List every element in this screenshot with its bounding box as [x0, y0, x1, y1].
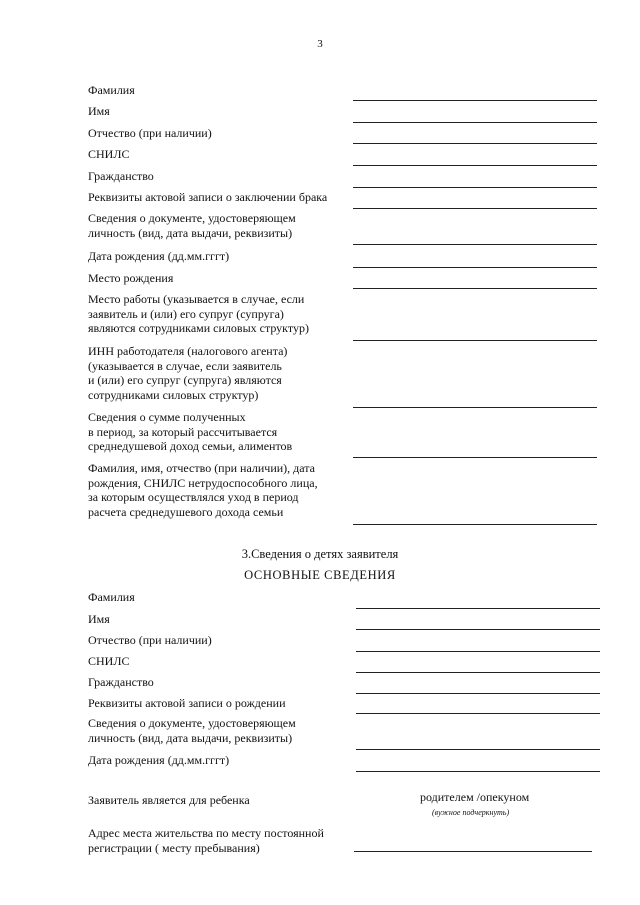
- child-entry-line-citizenship[interactable]: [356, 693, 600, 694]
- entry-line-care-person[interactable]: [353, 524, 597, 525]
- applicant-role-options[interactable]: родителем /опекуном: [420, 790, 530, 804]
- applicant-role-label: Заявитель является для ребенка: [88, 793, 250, 807]
- child-field-label-citizenship: Гражданство: [88, 675, 154, 689]
- child-entry-line-patronymic[interactable]: [356, 651, 600, 652]
- child-field-label-birth-date: Дата рождения (дд.мм.гггт): [88, 753, 230, 767]
- entry-line-id-document[interactable]: [353, 244, 597, 245]
- child-entry-line-id-document[interactable]: [356, 749, 600, 750]
- field-label-name: Имя: [88, 104, 110, 118]
- entry-line-address[interactable]: [354, 851, 592, 852]
- child-entry-line-surname[interactable]: [356, 608, 600, 609]
- child-entry-line-birth-record[interactable]: [356, 713, 600, 714]
- child-entry-line-birth-date[interactable]: [356, 771, 600, 772]
- child-field-label-name: Имя: [88, 612, 110, 626]
- field-label-birth-date: Дата рождения (дд.мм.гггт): [88, 249, 230, 263]
- field-label-surname: Фамилия: [88, 83, 135, 97]
- section-subtitle-basic-info: ОСНОВНЫЕ СВЕДЕНИЯ: [244, 568, 396, 582]
- entry-line-snils[interactable]: [353, 165, 597, 166]
- child-field-label-surname: Фамилия: [88, 590, 135, 604]
- child-field-label-snils: СНИЛС: [88, 654, 130, 668]
- field-label-patronymic: Отчество (при наличии): [88, 126, 212, 140]
- entry-line-birth-date[interactable]: [353, 267, 597, 268]
- field-label-marriage-record: Реквизиты актовой записи о заключении брака: [88, 190, 328, 204]
- entry-line-alimony[interactable]: [353, 457, 597, 458]
- address-label: Адрес места жительства по месту постоянной регистрации ( месту пребывания): [88, 826, 324, 855]
- section-title-children: 3.Сведения о детях заявителя: [241, 547, 399, 561]
- child-field-label-birth-record: Реквизиты актовой записи о рождении: [88, 696, 286, 710]
- entry-line-employer-inn[interactable]: [353, 407, 597, 408]
- entry-line-birth-place[interactable]: [353, 288, 597, 289]
- child-entry-line-name[interactable]: [356, 629, 600, 630]
- entry-line-patronymic[interactable]: [353, 143, 597, 144]
- field-label-workplace: Место работы (указывается в случае, если заявитель и (или) его супруг (супруга) являются сотрудниками силовых структур): [88, 292, 309, 336]
- child-field-label-patronymic: Отчество (при наличии): [88, 633, 212, 647]
- child-field-label-id-document: Сведения о документе, удостоверяющем личность (вид, дата выдачи, реквизиты): [88, 716, 296, 745]
- field-label-snils: СНИЛС: [88, 147, 130, 161]
- child-entry-line-snils[interactable]: [356, 672, 600, 673]
- field-label-alimony: Сведения о сумме полученных в период, за который рассчитывается среднедушевой доход семьи, алиментов: [88, 410, 293, 454]
- field-label-employer-inn: ИНН работодателя (налогового агента) (указывается в случае, если заявитель и (или) его супруг (супруга) являются сотрудниками силовых структур): [88, 344, 288, 402]
- entry-line-name[interactable]: [353, 122, 597, 123]
- entry-line-marriage-record[interactable]: [353, 208, 597, 209]
- page-number: 3: [317, 38, 323, 50]
- entry-line-surname[interactable]: [353, 100, 597, 101]
- field-label-birth-place: Место рождения: [88, 271, 174, 285]
- entry-line-workplace[interactable]: [353, 340, 597, 341]
- applicant-role-hint: (вужное подчеркнуть): [432, 808, 510, 817]
- field-label-care-person: Фамилия, имя, отчество (при наличии), дата рождения, СНИЛС нетрудоспособного лица, за которым осуществлялся уход в период расчета среднедушевого дохода семьи: [88, 461, 318, 519]
- field-label-citizenship: Гражданство: [88, 169, 154, 183]
- field-label-id-document: Сведения о документе, удостоверяющем личность (вид, дата выдачи, реквизиты): [88, 211, 296, 240]
- entry-line-citizenship[interactable]: [353, 187, 597, 188]
